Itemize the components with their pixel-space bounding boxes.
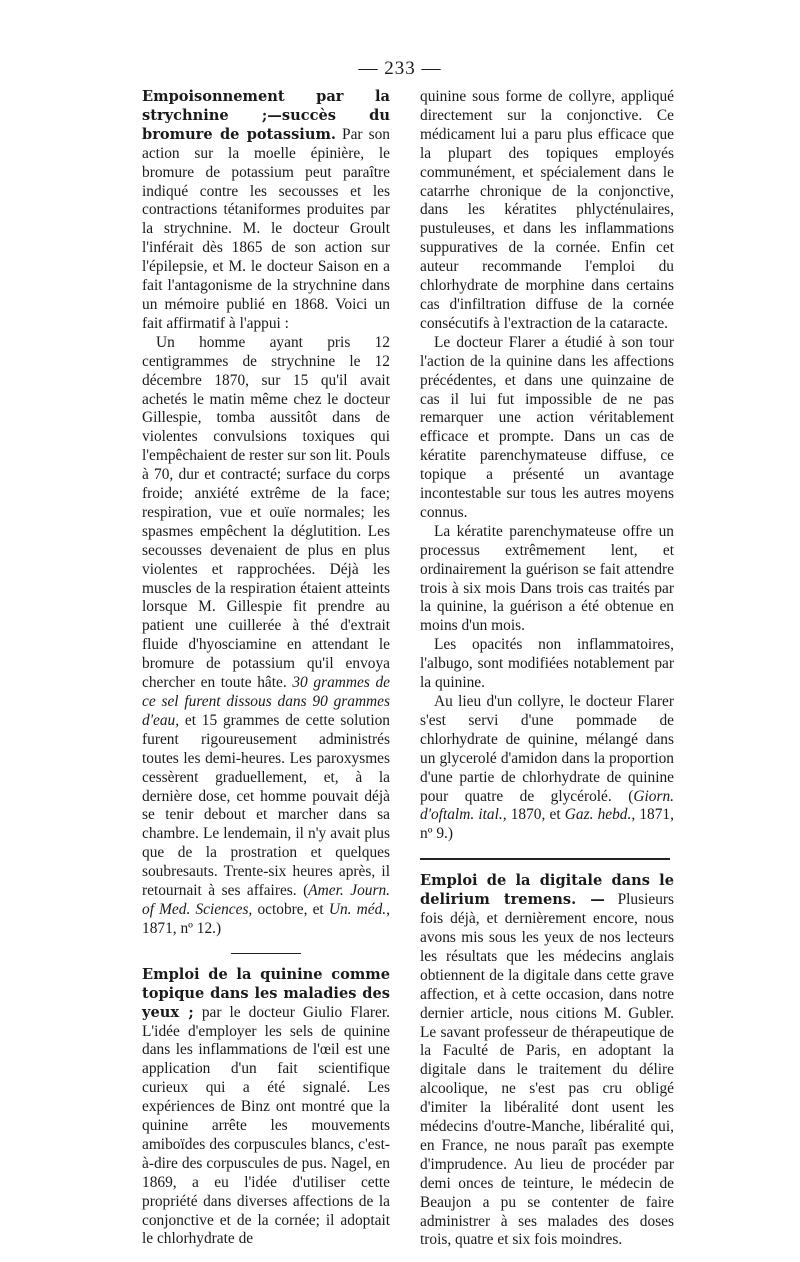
article-body: par le docteur Giulio Flarer. L'idée d'employer les sels de quinine dans les inflammations de l'œil est une application d'un fait scientifique curieux qui a été signalé. Les expériences de Binz ont montré que la quinine arrête les mouvements amiboïdes des corpuscules blancs, c'est-à-dire des corpuscules de pus. Nagel, en 1869, a eu l'idée d'utiliser cette propriété dans diverses affections de la conjonctive et de la cornée; il adoptait le chlorhydrate de: [142, 1003, 390, 1248]
paragraph: Le docteur Flarer a étudié à son tour l'action de la quinine dans les affections précédentes, et dans une quinzaine de cas il lui fut impossible de ne pas remarquer une action véritablement efficace et prompte. Dans un cas de kératite parenchymateuse diffuse, ce topique a présenté un avantage incontestable sur tous les autres moyens connus.: [420, 333, 674, 521]
article-digitale: [420, 872, 674, 1250]
paragraph: Les opacités non inflammatoires, l'albugo, sont modifiées notablement par la quinine.: [420, 636, 674, 692]
citation-journal: Amer. Journ. of Med. Sciences,: [142, 882, 390, 918]
left-column: [142, 88, 390, 1249]
article-strychnine: [142, 88, 390, 334]
paragraph-text: Au lieu d'un collyre, le docteur Flarer s'est servi d'une pommade de chlorhydrate de quinine, mélangé dans un glycerolé d'amidon dans la proportion d'une partie de chlorhydrate de quinine pour quatre de glycérolé.: [420, 693, 674, 805]
citation-text: 1870, et: [510, 806, 561, 824]
article-quinine: [142, 966, 390, 1250]
section-divider: [420, 858, 670, 860]
article-body: Par son action sur la moelle épinière, le bromure de potassium peut paraître indiqué contre les secousses et les contractions tétaniformes produites par la strychnine. M. le docteur Groult l'inférait dès 1865 de son action sur l'épilepsie, et M. le docteur Saison en a fait l'antagonisme de la strychnine dans un mémoire publié en 1868. Voici un fait affirmatif à l'appui :: [142, 125, 390, 332]
citation-end: 1871, nº 12.): [142, 919, 222, 937]
paragraph-text-end: et 15 grammes de cette solution furent rigoureusement administrés toutes les demi-heures. Les paroxysmes cessèrent graduellement, et, à la dernière dose, cet homme pouvait déjà se tenir debout et marcher dans sa chambre. Le lendemain, il n'y avait plus que de la prostration et quelques soubresauts. Trente-six heures après, il retournait à ses affaires.: [142, 711, 390, 900]
paragraph-text: Un homme ayant pris 12 centigrammes de strychnine le 12 décembre 1870, sur 15 qu'il avait achetés le matin même chez le docteur Gillespie, tomba aussitôt dans de violentes convulsions toxiques qui l'empêchaient de rester sur son lit. Pouls à 70, dur et contracté; surface du corps froide; anxiété extrême de la face; respiration, vue et ouïe normales; les spasmes empêchent la déglutition. Les secousses devenaient de plus en plus violentes et rapprochées. Déjà les muscles de la respiration étaient atteints lorsque M. Gillespie fit prendre au patient une cuillerée à thé d'extrait fluide d'hyosciamine en attendant le bromure de potassium qu'il envoya chercher en toute hâte.: [142, 333, 390, 692]
citation-journal-2: Un. méd.,: [328, 900, 390, 918]
article-body: Plusieurs fois déjà, et dernièrement encore, nous avons mis sous les yeux de nos lecteurs les résultats que les médecins anglais obtiennent de la digitale dans cette grave affection, et à cette occasion, dans notre dernier article, nous citions M. Gubler. Le savant professeur de thérapeutique de la Faculté de Paris, en adoptant la digitale dans le traitement du délire alcoolique, ne s'est pas cru obligé d'imiter la libéralité dont usent les médecins d'outre-Manche, libéralité qui, en France, ne nous paraît pas exempte d'imprudence. Au lieu de procéder par demi onces de teinture, le médecin de Beaujon a pu se contenter de faire administrer à ses malades des doses trois, quatre et six fois moindres.: [420, 891, 674, 1249]
citation-open: (: [303, 882, 309, 900]
article-paragraph: [142, 334, 390, 939]
citation-text: octobre, et: [257, 900, 324, 918]
article-heading: Emploi de la quinine comme topique dans les maladies des yeux ;: [142, 965, 390, 1021]
page-number: — 233 —: [358, 58, 442, 79]
paragraph-italic: 30 grammes de ce sel furent dissous dans 90 grammes d'eau,: [142, 674, 391, 729]
paragraph-with-citation: [420, 693, 674, 844]
paragraph: quinine sous forme de collyre, appliqué directement sur la conjonctive. Ce médicament lui a paru plus efficace que la plupart des topiques employés communément, et spécialement dans le catarrhe chronique de la conjonctive, dans les kératites phlycténulaires, pustuleuses, et dans les inflammations suppuratives de la cornée. Enfin cet auteur recommande l'emploi du chlorhydrate de morphine dans certains cas d'infiltration diffuse de la cornée consécutifs à l'extraction de la cataracte.: [420, 88, 674, 332]
article-heading: Emploi de la digitale dans le delirium tremens. —: [420, 872, 674, 909]
citation-open: (: [628, 787, 634, 805]
paragraph: La kératite parenchymateuse offre un processus extrêmement lent, et ordinairement la guérison se fait attendre trois à six mois Dans trois cas traités par la quinine, la guérison a été obtenue en moins d'un mois.: [420, 522, 674, 635]
citation-journal-2: Gaz. hebd.,: [564, 806, 636, 824]
article-heading: Empoisonnement par la strychnine ;—succès du bromure de potassium.: [142, 88, 390, 143]
citation-journal: Giorn. d'oftalm. ital.,: [420, 787, 674, 824]
citation-end: 1871, nº 9.): [420, 806, 674, 843]
right-column: [420, 88, 674, 1250]
section-divider: [231, 953, 301, 954]
